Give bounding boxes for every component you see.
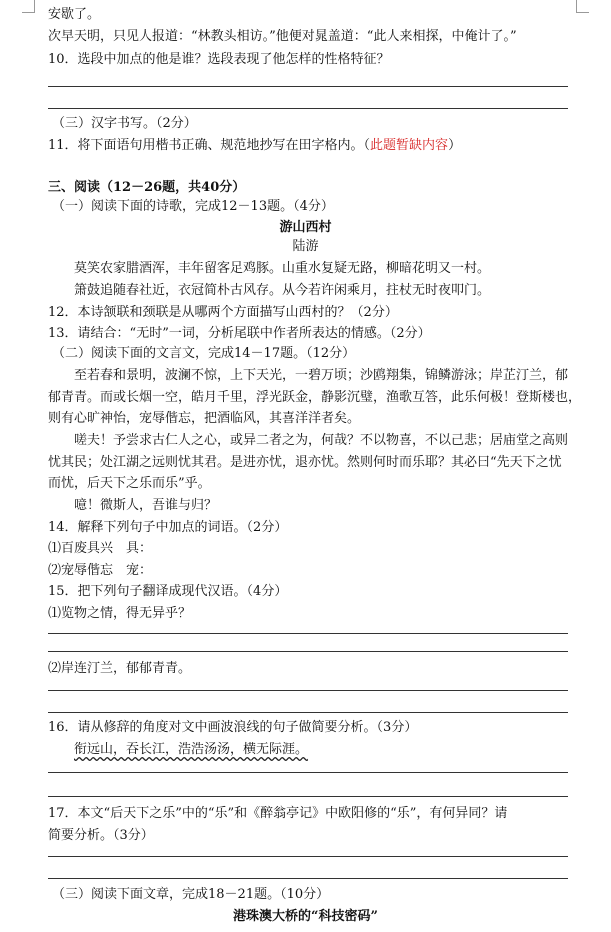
question-11 xyxy=(48,136,461,155)
passage-line: 则有心旷神怡，宠辱偕忘，把酒临风，其喜洋洋者矣。 xyxy=(48,411,361,426)
question-11-text: 11．将下面语句用楷书正确、规范地抄写在田字格内。（ xyxy=(48,138,371,153)
question-11-close: ） xyxy=(448,138,462,153)
answer-line[interactable] xyxy=(48,878,568,879)
text-line: 安歇了。 xyxy=(48,7,101,22)
crop-mark-top-left xyxy=(22,0,35,13)
sub-question: ⑵宠辱偕忘 宠： xyxy=(48,563,153,578)
question-13: 13．请结合：“无时”一词，分析尾联中作者所表达的情感。（2分） xyxy=(48,326,431,341)
answer-line[interactable] xyxy=(48,856,568,857)
wavy-underlined-sentence: 衔远山，吞长江，浩浩汤汤，横无际涯。 xyxy=(74,742,309,757)
passage-line: 郁青青。而或长烟一空，皓月千里，浮光跃金，静影沉璧，渔歌互答，此乐何极！登斯楼也， xyxy=(48,390,582,405)
passage-line: 忧其民；处江湖之远则忧其君。是进亦忧，退亦忧。然则何时而乐耶？其必曰“先天下之忧 xyxy=(48,455,562,470)
answer-line[interactable] xyxy=(48,690,568,691)
passage-line: 噫！微斯人，吾谁与归？ xyxy=(74,498,218,513)
question-15: 15．把下列句子翻译成现代汉语。（4分） xyxy=(48,584,288,599)
question-14: 14．解释下列句子中加点的词语。（2分） xyxy=(48,520,288,535)
answer-line[interactable] xyxy=(48,108,568,109)
passage-line: 至若春和景明，波澜不惊，上下天光，一碧万顷；沙鸥翔集，锦鳞游泳；岸芷汀兰，郁 xyxy=(74,368,569,383)
sub-question: ⑵岸连汀兰，郁郁青青。 xyxy=(48,661,192,676)
section-heading: （三）汉字书写。（2分） xyxy=(52,116,197,131)
answer-line[interactable] xyxy=(48,633,568,634)
question-12: 12．本诗颔联和颈联是从哪两个方面描写山西村的？（2分） xyxy=(48,305,398,320)
poem-line: 莫笑农家腊酒浑，丰年留客足鸡豚。山重水复疑无路，柳暗花明又一村。 xyxy=(74,261,491,276)
question-16: 16．请从修辞的角度对文中画波浪线的句子做简要分析。（3分） xyxy=(48,720,418,735)
answer-line[interactable] xyxy=(48,86,568,87)
question-17: 17．本文“后天下之乐”中的“乐”和《醉翁亭记》中欧阳修的“乐”，有何异同？请 xyxy=(48,806,508,821)
crop-mark-top-right xyxy=(576,0,589,13)
poem-author: 陆游 xyxy=(292,239,319,254)
text-line: 次早天明，只见人报道：“林教头相访。”他便对晁盖道：“此人来相探，中俺计了。” xyxy=(48,29,517,44)
section-heading: （三）阅读下面文章，完成18－21题。（10分） xyxy=(52,887,330,902)
question-10: 10．选段中加点的他是谁？选段表现了他怎样的性格特征？ xyxy=(48,52,390,67)
passage-line: 嗟夫！予尝求古仁人之心，或异二者之为，何哉？不以物喜，不以己悲；居庙堂之高则 xyxy=(74,433,569,448)
part-heading: 三、阅读（12－26题，共40分） xyxy=(48,180,246,195)
question-17-cont: 简要分析。（3分） xyxy=(48,828,154,843)
missing-content-note: 此题暂缺内容 xyxy=(370,138,449,153)
answer-line[interactable] xyxy=(48,772,568,773)
answer-line[interactable] xyxy=(48,712,568,713)
section-heading: （一）阅读下面的诗歌，完成12－13题。（4分） xyxy=(52,199,334,214)
sub-question: ⑴百废具兴 具： xyxy=(48,541,153,556)
passage-line: 而忧，后天下之乐而乐”乎。 xyxy=(48,476,211,491)
sub-question: ⑴览物之情，得无异乎？ xyxy=(48,606,192,621)
article-title: 港珠澳大桥的“科技密码” xyxy=(233,909,378,924)
answer-line[interactable] xyxy=(48,651,568,652)
section-heading: （二）阅读下面的文言文，完成14－17题。（12分） xyxy=(52,346,356,361)
poem-line: 箫鼓追随春社近，衣冠简朴古风存。从今若许闲乘月，拄杖无时夜叩门。 xyxy=(74,283,491,298)
poem-title: 游山西村 xyxy=(279,220,332,235)
answer-line[interactable] xyxy=(48,796,568,797)
